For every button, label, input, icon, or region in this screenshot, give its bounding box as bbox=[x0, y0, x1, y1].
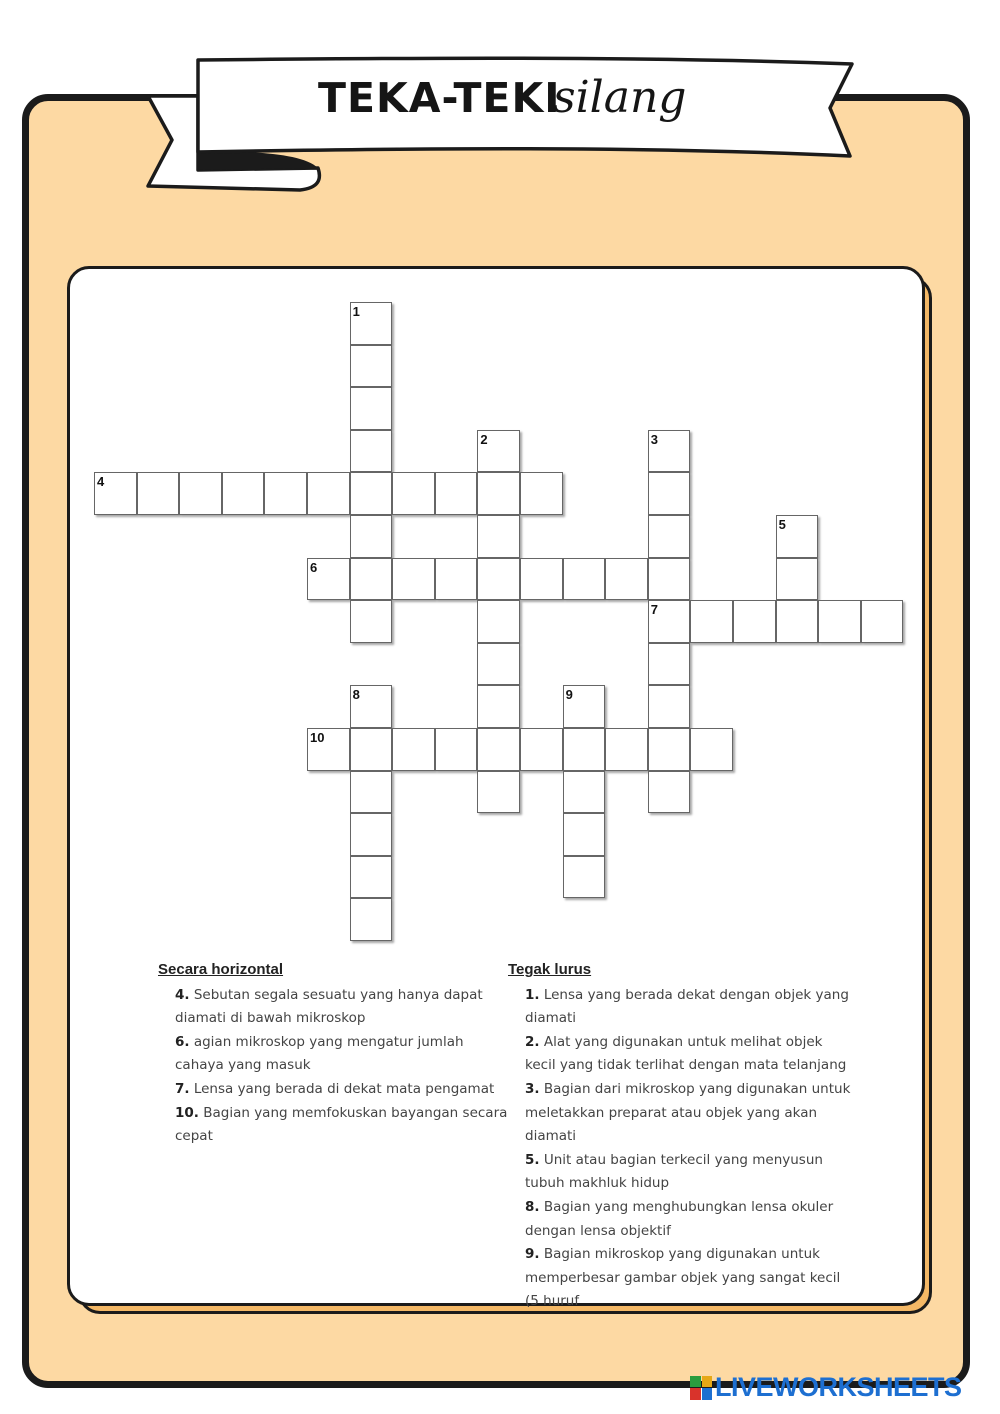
clue-number: 5 bbox=[778, 517, 786, 532]
clue-v-3: 3. Bagian dari mikroskop yang digunakan untuk meletakkan preparat atau objek yang akan diamati bbox=[525, 1080, 851, 1145]
clues-horizontal-heading: Secara horizontal bbox=[158, 961, 284, 978]
crossword-cell[interactable] bbox=[776, 558, 819, 601]
crossword-cell[interactable] bbox=[350, 856, 393, 899]
crossword-cell[interactable] bbox=[350, 430, 393, 473]
crossword-cell[interactable] bbox=[350, 515, 393, 558]
crossword-cell[interactable] bbox=[350, 685, 393, 728]
crossword-cell[interactable] bbox=[818, 600, 861, 643]
logo-text: LIVEWORKSHEETS bbox=[715, 1372, 962, 1402]
crossword-cell[interactable] bbox=[477, 430, 520, 473]
crossword-cell[interactable] bbox=[350, 302, 393, 345]
crossword-cell[interactable] bbox=[477, 472, 520, 515]
crossword-cell[interactable] bbox=[350, 558, 393, 601]
title-main: TEKA-TEKI bbox=[318, 74, 561, 122]
clue-number: 10 bbox=[310, 730, 325, 745]
crossword-cell[interactable] bbox=[392, 472, 435, 515]
clue-v-9: 9. Bagian mikroskop yang digunakan untuk memperbesar gambar objek yang sangat kecil (5 huruf bbox=[525, 1246, 841, 1310]
crossword-cell[interactable] bbox=[435, 558, 478, 601]
crossword-cell[interactable] bbox=[435, 728, 478, 771]
crossword-cell[interactable] bbox=[690, 600, 733, 643]
clue-number: 6 bbox=[310, 559, 318, 575]
title-script: silang bbox=[553, 72, 687, 123]
crossword-cell[interactable] bbox=[307, 558, 350, 601]
crossword-cell[interactable] bbox=[94, 472, 137, 515]
crossword-cell[interactable] bbox=[264, 472, 307, 515]
crossword-cell[interactable] bbox=[563, 813, 606, 856]
crossword-cell[interactable] bbox=[648, 558, 691, 601]
clue-v-8: 8. Bagian yang menghubungkan lensa okuler dengan lensa objektif bbox=[525, 1198, 834, 1239]
crossword-cell[interactable] bbox=[435, 472, 478, 515]
crossword-cell[interactable] bbox=[350, 898, 393, 941]
crossword-cell[interactable] bbox=[733, 600, 776, 643]
crossword-cell[interactable] bbox=[307, 472, 350, 515]
crossword-cell[interactable] bbox=[222, 472, 265, 515]
clues-vertical bbox=[508, 958, 853, 1314]
crossword-cell[interactable] bbox=[776, 600, 819, 643]
clue-number: 4 bbox=[97, 474, 105, 490]
crossword-cell[interactable] bbox=[648, 643, 691, 686]
crossword-cell[interactable] bbox=[477, 600, 520, 643]
crossword-cell[interactable] bbox=[350, 472, 393, 515]
crossword-cell[interactable] bbox=[648, 685, 691, 728]
liveworksheets-logo[interactable] bbox=[690, 1372, 962, 1403]
clue-h-10: 10. Bagian yang memfokuskan bayangan secara cepat bbox=[175, 1104, 508, 1145]
crossword-cell[interactable] bbox=[648, 728, 691, 771]
crossword-cell[interactable] bbox=[477, 558, 520, 601]
crossword-cell[interactable] bbox=[520, 472, 563, 515]
crossword-cell[interactable] bbox=[861, 600, 904, 643]
crossword-cell[interactable] bbox=[563, 728, 606, 771]
crossword-cell[interactable] bbox=[648, 430, 691, 473]
crossword-cell[interactable] bbox=[392, 728, 435, 771]
clue-h-4: 4. Sebutan segala sesuatu yang hanya dapat diamati di bawah mikroskop bbox=[175, 986, 483, 1027]
crossword-cell[interactable] bbox=[563, 856, 606, 899]
clues-horizontal bbox=[158, 958, 508, 1149]
crossword-cell[interactable] bbox=[307, 728, 350, 771]
title-ribbon bbox=[0, 0, 1000, 260]
clue-h-7: 7. Lensa yang berada di dekat mata pengamat bbox=[175, 1080, 495, 1097]
crossword-cell[interactable] bbox=[648, 472, 691, 515]
crossword-cell[interactable] bbox=[648, 600, 691, 643]
crossword-cell[interactable] bbox=[690, 728, 733, 771]
crossword-cell[interactable] bbox=[776, 515, 819, 558]
clue-v-2: 2. Alat yang digunakan untuk melihat objek kecil yang tidak terlihat dengan mata telanjang bbox=[525, 1033, 847, 1074]
crossword-cell[interactable] bbox=[563, 685, 606, 728]
crossword-cell[interactable] bbox=[350, 771, 393, 814]
clue-number: 3 bbox=[650, 431, 659, 447]
crossword-cell[interactable] bbox=[520, 728, 563, 771]
crossword-cell[interactable] bbox=[477, 515, 520, 558]
crossword-cell[interactable] bbox=[520, 558, 563, 601]
crossword-cell[interactable] bbox=[392, 558, 435, 601]
crossword-cell[interactable] bbox=[477, 728, 520, 771]
clue-h-6: 6. agian mikroskop yang mengatur jumlah cahaya yang masuk bbox=[175, 1033, 464, 1074]
logo-icon bbox=[690, 1376, 712, 1400]
clue-number: 2 bbox=[480, 431, 488, 447]
crossword-cell[interactable] bbox=[563, 558, 606, 601]
crossword-cell[interactable] bbox=[137, 472, 180, 515]
crossword-cell[interactable] bbox=[350, 600, 393, 643]
crossword-cell[interactable] bbox=[350, 387, 393, 430]
crossword-cell[interactable] bbox=[648, 515, 691, 558]
crossword-cell[interactable] bbox=[179, 472, 222, 515]
crossword-cell[interactable] bbox=[350, 728, 393, 771]
crossword-cell[interactable] bbox=[605, 728, 648, 771]
crossword-cell[interactable] bbox=[563, 771, 606, 814]
clue-number: 7 bbox=[650, 602, 659, 618]
clue-number: 9 bbox=[565, 687, 573, 703]
crossword-cell[interactable] bbox=[477, 771, 520, 814]
clue-v-1: 1. Lensa yang berada dekat dengan objek yang diamati bbox=[525, 986, 849, 1027]
crossword-cell[interactable] bbox=[350, 813, 393, 856]
clue-number: 8 bbox=[352, 687, 360, 703]
clues-vertical-heading: Tegak lurus bbox=[508, 961, 592, 978]
crossword-cell[interactable] bbox=[605, 558, 648, 601]
clue-number: 1 bbox=[352, 304, 360, 319]
crossword-cell[interactable] bbox=[477, 643, 520, 686]
crossword-cell[interactable] bbox=[648, 771, 691, 814]
clue-v-5: 5. Unit atau bagian terkecil yang menyusun tubuh makhluk hidup bbox=[525, 1151, 823, 1192]
crossword-cell[interactable] bbox=[477, 685, 520, 728]
crossword-cell[interactable] bbox=[350, 345, 393, 388]
